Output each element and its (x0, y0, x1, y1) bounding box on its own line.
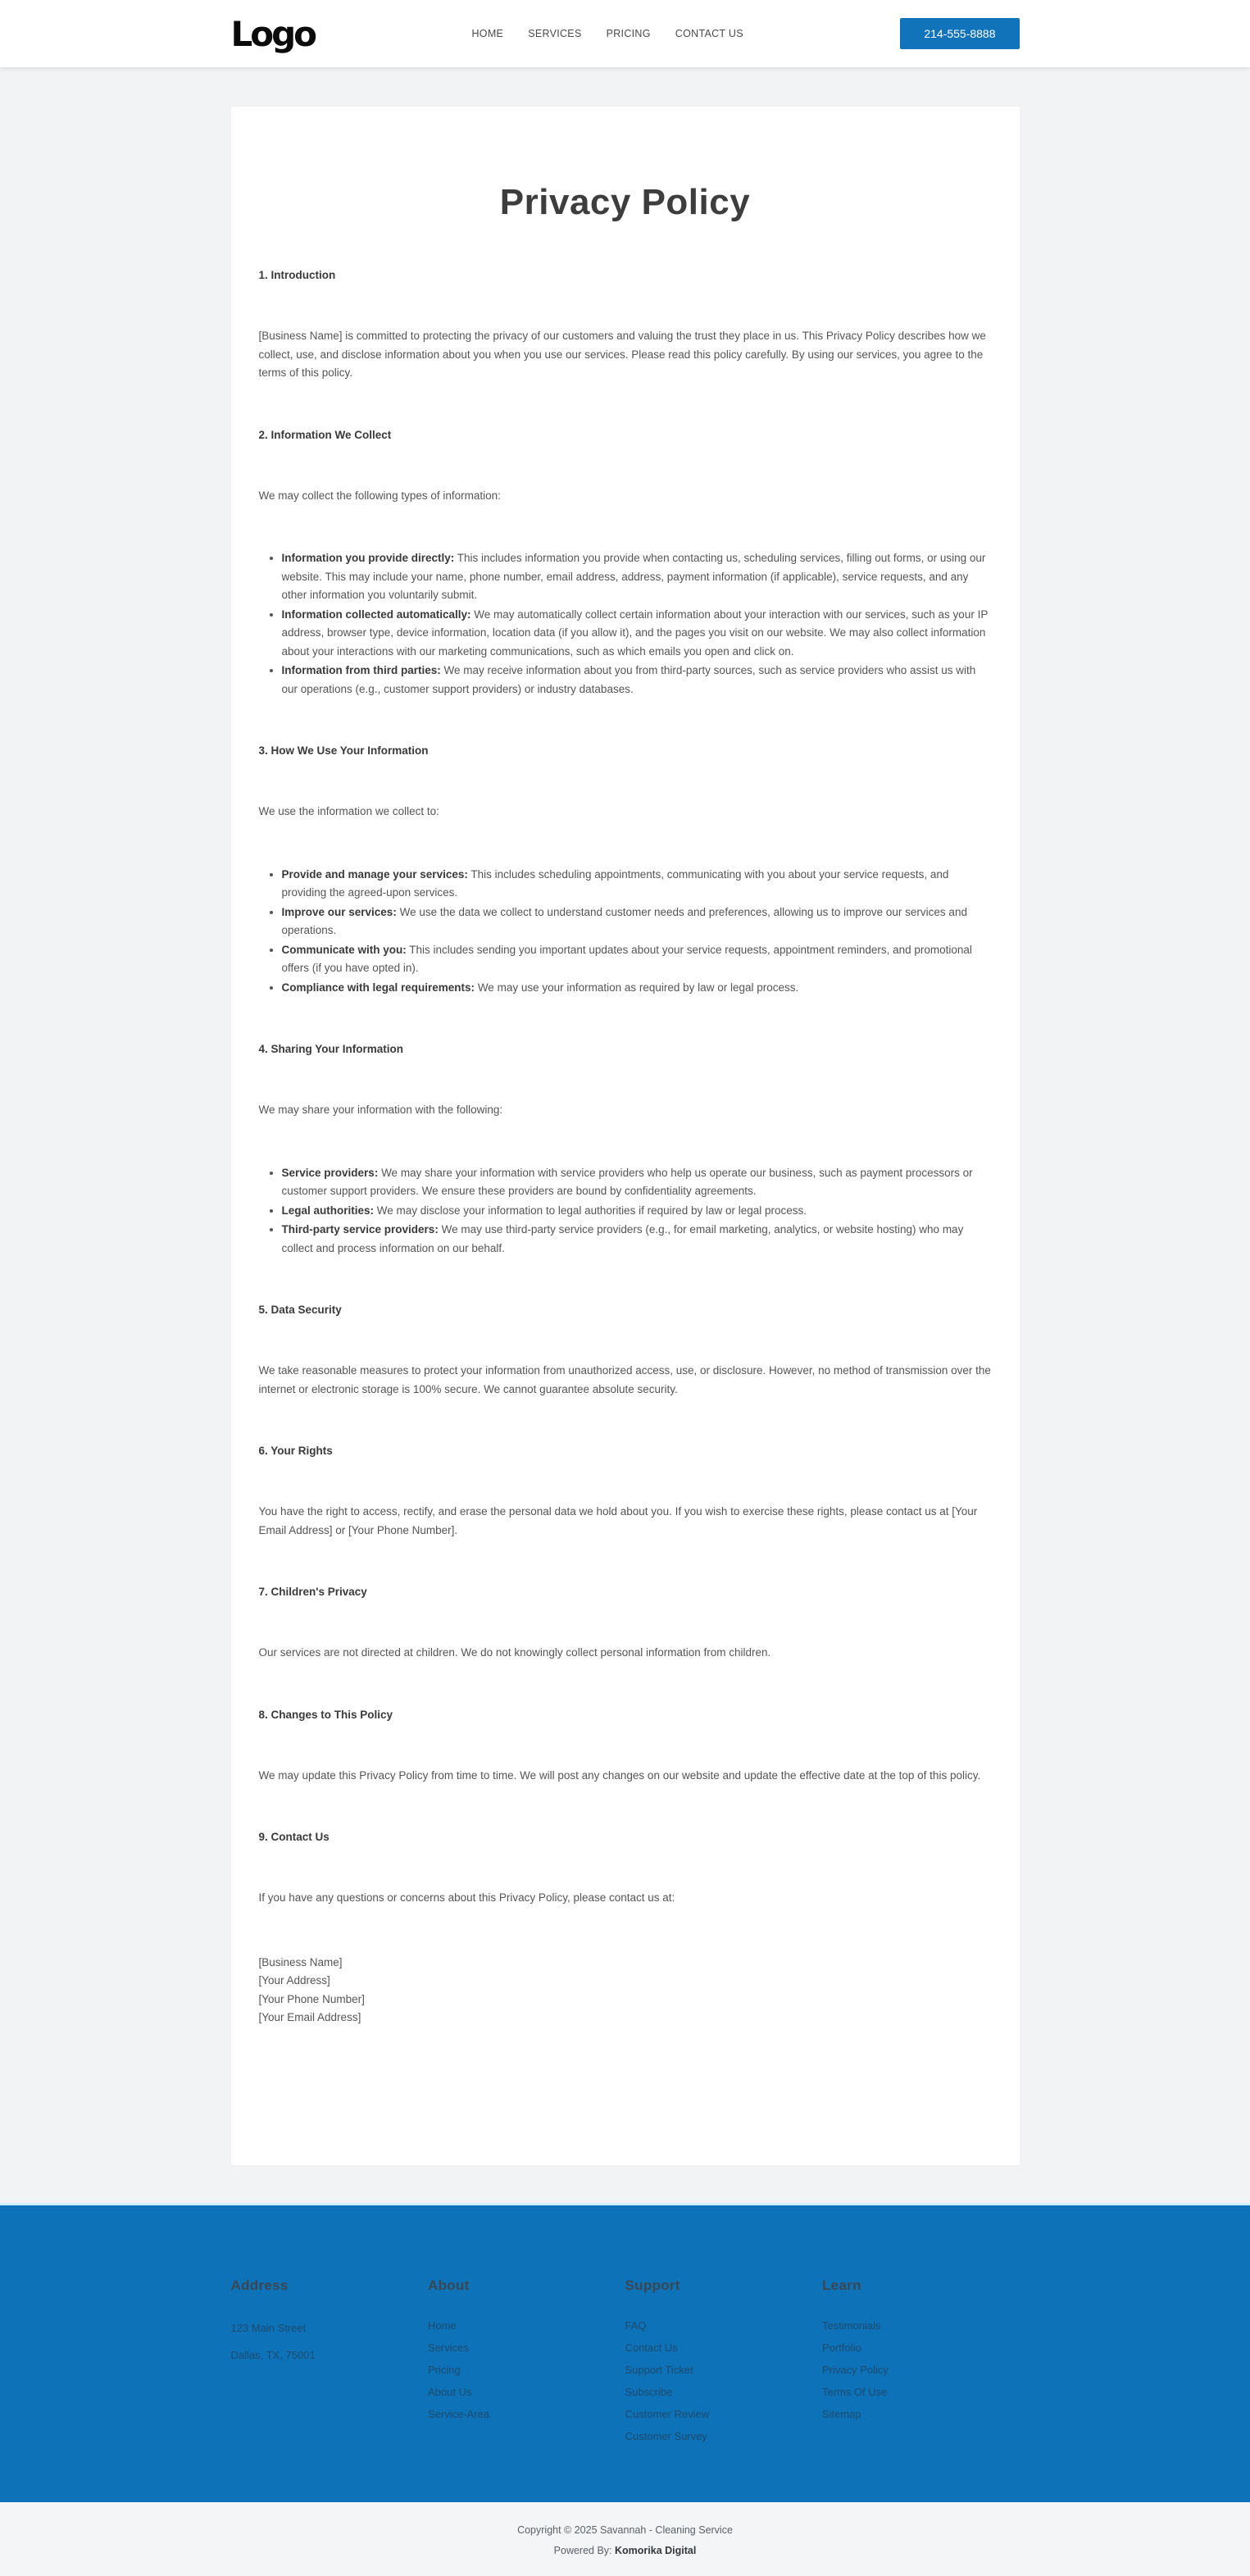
bullet-lead: Information from third parties: (281, 664, 441, 676)
section-paragraph: We use the information we collect to: (258, 805, 439, 817)
footer-link-item (428, 2407, 625, 2422)
footer-link-support-ticket[interactable]: Support Ticket (625, 2363, 693, 2376)
footer-link-item (822, 2385, 1020, 2400)
footer-column-heading: Learn (822, 2277, 861, 2293)
footer-columns (231, 2278, 1020, 2451)
copyright-bar (0, 2502, 1250, 2576)
footer-address-line: Dallas, TX, 75001 (230, 2348, 316, 2361)
copyright-text: Copyright © 2025 Savannah - Cleaning Service (517, 2524, 733, 2536)
footer-link-service-area[interactable]: Service-Area (428, 2407, 490, 2420)
footer-link-pricing[interactable]: Pricing (428, 2363, 461, 2376)
footer-link-item (625, 2341, 823, 2355)
page-title: Privacy Policy (499, 182, 751, 222)
footer-column-heading: About (428, 2277, 470, 2293)
policy-card (231, 107, 1020, 2165)
footer-column-heading: Support (625, 2277, 680, 2293)
footer-column-learn (822, 2278, 1020, 2451)
section-heading: 1. Introduction (258, 269, 336, 281)
bullet-lead: Information collected automatically: (281, 608, 471, 621)
footer-link-customer-review[interactable]: Customer Review (625, 2407, 710, 2420)
footer-link-item (625, 2385, 823, 2400)
section-paragraph: You have the right to access, rectify, and erase the personal data we hold about you. If you wish to exercise these rights, please contact us at [Your Email Address] or [Your Phone Number]. (258, 1505, 978, 1536)
nav-item (471, 26, 503, 41)
bullet-lead: Communicate with you: (281, 943, 407, 956)
bullet-item: • Third-party service providers: We may use third-party service providers (e.g., for email marketing, analytics, or website hosting) who may collect and process information on our behalf. (282, 1221, 992, 1258)
section-paragraph: We take reasonable measures to protect your information from unauthorized access, use, or disclosure. However, no method of transmission over the internet or electronic storage is 100% secure. We cannot guarantee absolute security. (258, 1364, 991, 1395)
site-footer (0, 2203, 1250, 2502)
footer-link-item (822, 2341, 1020, 2355)
bullet-item: • Improve our services: We use the data we collect to understand customer needs and preferences, allowing us to improve our services and operations. (282, 903, 992, 940)
section-paragraph: If you have any questions or concerns about this Privacy Policy, please contact us at: (258, 1891, 675, 1904)
footer-link-item (625, 2319, 823, 2333)
bullet-lead: Service providers: (281, 1166, 379, 1179)
nav-item (607, 26, 651, 41)
bullet-item: • Information you provide directly: This includes information you provide when contacting us, scheduling services, filling out forms, or using our website. This may include your name, phone number, email address, address, payment information (if applicable), service requests, and any other information you voluntarily submit. (282, 549, 992, 605)
footer-link-item (822, 2319, 1020, 2333)
footer-link-subscribe[interactable]: Subscribe (625, 2385, 673, 2398)
main-navigation (471, 26, 743, 41)
section-bullet-list (259, 866, 992, 998)
footer-link-item (822, 2407, 1020, 2422)
footer-column-address (231, 2278, 429, 2451)
footer-link-customer-survey[interactable]: Customer Survey (625, 2429, 707, 2442)
section-heading: 5. Data Security (258, 1304, 342, 1316)
section-heading: 6. Your Rights (258, 1445, 333, 1457)
section-heading: 8. Changes to This Policy (258, 1708, 393, 1721)
footer-link-list (822, 2319, 1020, 2422)
bullet-lead: Compliance with legal requirements: (281, 981, 475, 994)
bullet-item: • Information from third parties: We may receive information about you from third-party sources, such as service providers who assist us with our operations (e.g., customer support providers) or industry databases. (282, 662, 992, 699)
bullet-lead: Improve our services: (281, 905, 397, 918)
nav-link-home[interactable]: HOME (471, 28, 504, 39)
footer-link-portfolio[interactable]: Portfolio (822, 2341, 861, 2354)
nav-link-contact-us[interactable]: CONTACT US (675, 28, 743, 39)
contact-line: [Your Phone Number] (258, 1992, 365, 2005)
footer-link-services[interactable]: Services (428, 2341, 469, 2354)
bullet-item: • Compliance with legal requirements: We may use your information as required by law or legal process. (282, 979, 992, 998)
bullet-item: • Service providers: We may share your information with service providers who help us operate our business, such as payment processors or customer support providers. We ensure these providers are bound by confidentiality agreements. (282, 1164, 992, 1201)
footer-link-testimonials[interactable]: Testimonials (822, 2319, 881, 2332)
footer-address-line: 123 Main Street (230, 2321, 307, 2334)
powered-by-prefix: Powered By: (553, 2544, 612, 2556)
bullet-lead: Legal authorities: (281, 1204, 375, 1217)
footer-column-heading: Address (230, 2277, 289, 2293)
footer-link-list (625, 2319, 823, 2444)
policy-content (259, 269, 992, 2028)
nav-link-pricing[interactable]: PRICING (606, 28, 651, 39)
bullet-item: • Provide and manage your services: This includes scheduling appointments, communicating with you about your service requests, and providing the agreed-upon services. (282, 866, 992, 903)
footer-link-item (428, 2385, 625, 2400)
footer-link-item (428, 2363, 625, 2378)
nav-item (528, 26, 581, 41)
footer-link-terms-of-use[interactable]: Terms Of Use (822, 2385, 888, 2398)
phone-number-button[interactable]: 214-555-8888 (900, 18, 1019, 49)
contact-line: [Your Email Address] (258, 2011, 361, 2023)
powered-by-link[interactable]: Komorika Digital (615, 2544, 697, 2556)
footer-column-support (625, 2278, 823, 2451)
section-heading: 2. Information We Collect (258, 428, 392, 441)
section-paragraph: [Business Name] is committed to protecting the privacy of our customers and valuing the trust they place in us. This Privacy Policy describes how we collect, use, and disclose information about you when you use our services. Please read this policy carefully. By using our services, you agree to the terms of this policy. (258, 330, 986, 379)
contact-details-block (259, 1954, 992, 2028)
bullet-item: • Information collected automatically: We may automatically collect certain information about your interaction with our services, such as your IP address, browser type, device information, location data (if you allow it), and the pages you visit on our website. We may also collect information about your interactions with our marketing communications, such as which emails you open and click on. (282, 606, 992, 662)
footer-column-about (428, 2278, 625, 2451)
site-header (0, 0, 1250, 67)
bullet-lead: Provide and manage your services: (281, 867, 468, 881)
contact-line: [Business Name] (258, 1955, 343, 1968)
footer-link-item (428, 2319, 625, 2333)
footer-link-about-us[interactable]: About Us (428, 2385, 472, 2398)
footer-link-home[interactable]: Home (428, 2319, 457, 2332)
section-heading: 4. Sharing Your Information (258, 1043, 404, 1055)
section-paragraph: We may share your information with the following: (258, 1104, 503, 1116)
footer-link-sitemap[interactable]: Sitemap (822, 2407, 861, 2420)
site-logo[interactable]: Logo (230, 13, 316, 54)
footer-link-list (428, 2319, 625, 2422)
section-heading: 7. Children's Privacy (258, 1586, 367, 1598)
section-paragraph: We may update this Privacy Policy from time to time. We will post any changes on our website and update the effective date at the top of this policy. (258, 1768, 981, 1782)
footer-link-item (625, 2407, 823, 2422)
footer-link-faq[interactable]: FAQ (625, 2319, 647, 2332)
nav-item (675, 26, 743, 41)
powered-by-text (0, 2545, 1250, 2556)
footer-link-item (428, 2341, 625, 2355)
bullet-lead: Information you provide directly: (281, 552, 455, 564)
bullet-item: • Legal authorities: We may disclose your information to legal authorities if required by law or legal process. (282, 1202, 992, 1221)
footer-link-privacy-policy[interactable]: Privacy Policy (822, 2363, 889, 2376)
section-paragraph: Our services are not directed at children. We do not knowingly collect personal information from children. (258, 1646, 771, 1659)
section-bullet-list (259, 1164, 992, 1258)
header-container (231, 0, 1020, 67)
bullet-lead: Third-party service providers: (281, 1223, 439, 1236)
section-heading: 9. Contact Us (258, 1831, 330, 1843)
footer-link-item (625, 2363, 823, 2378)
footer-link-item (625, 2429, 823, 2444)
footer-link-item (822, 2363, 1020, 2378)
footer-link-contact-us[interactable]: Contact Us (625, 2341, 678, 2354)
nav-link-services[interactable]: SERVICES (528, 28, 582, 39)
bullet-item: • Communicate with you: This includes sending you important updates about your service requests, appointment reminders, and promotional offers (if you have opted in). (282, 941, 992, 978)
contact-line: [Your Address] (258, 1974, 330, 1987)
section-heading: 3. How We Use Your Information (258, 744, 429, 757)
section-bullet-list (259, 549, 992, 699)
main-content-area (0, 67, 1250, 2203)
section-paragraph: We may collect the following types of information: (258, 489, 501, 502)
